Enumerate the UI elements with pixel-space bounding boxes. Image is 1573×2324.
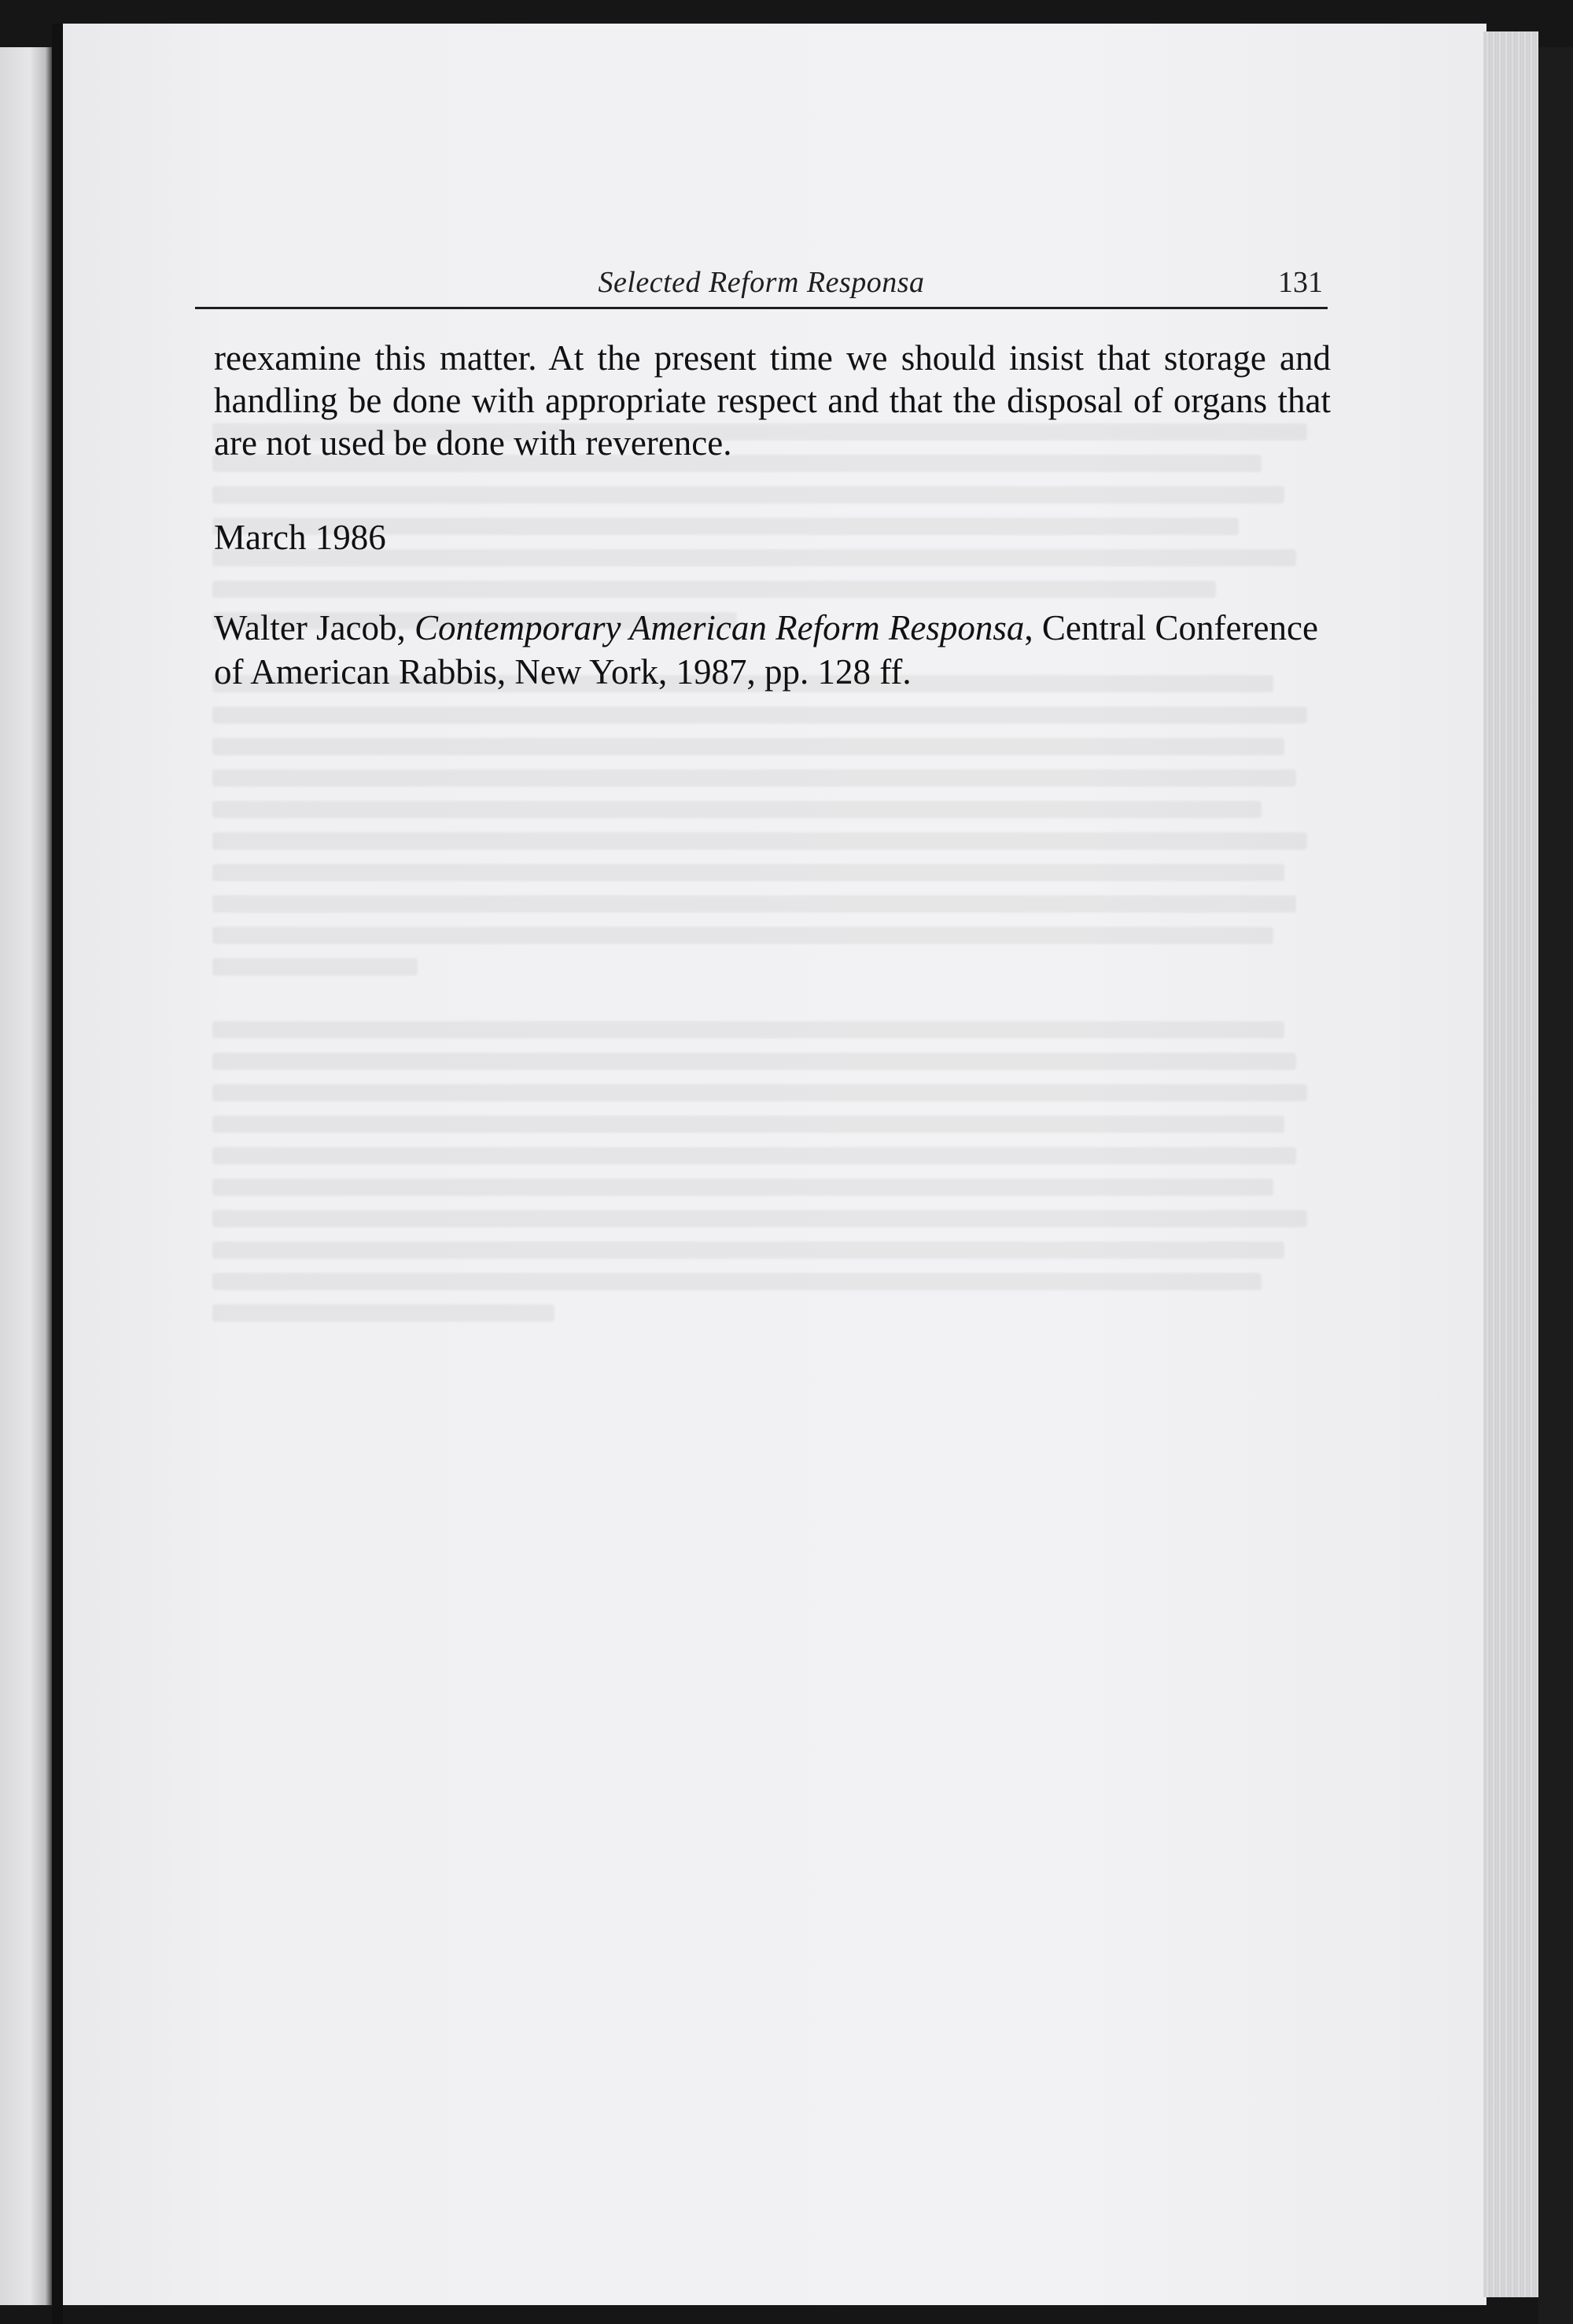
citation (214, 606, 1331, 694)
citation-work-title: Contemporary American Reform Responsa (414, 608, 1025, 647)
page-content (214, 337, 1331, 694)
body-paragraph: reexamine this matter. At the present time we should insist that storage and handling be done with appropriate respect and that the disposal of organs that are not used be done with reverence. (214, 338, 1331, 463)
running-header (195, 263, 1328, 309)
scan-border-right (1538, 47, 1573, 2324)
page-number: 131 (1278, 266, 1323, 299)
book-spine-shadow (52, 24, 63, 2324)
page-stack-edges (1483, 31, 1538, 2297)
running-title: Selected Reform Responsa (598, 266, 925, 299)
citation-publisher-details: , Central Conference of American Rabbis, New York, 1987, pp. 128 ff. (214, 608, 1318, 692)
facing-page-edge (0, 47, 53, 2305)
date-line: March 1986 (214, 518, 386, 557)
citation-author: Walter Jacob, (214, 608, 415, 647)
